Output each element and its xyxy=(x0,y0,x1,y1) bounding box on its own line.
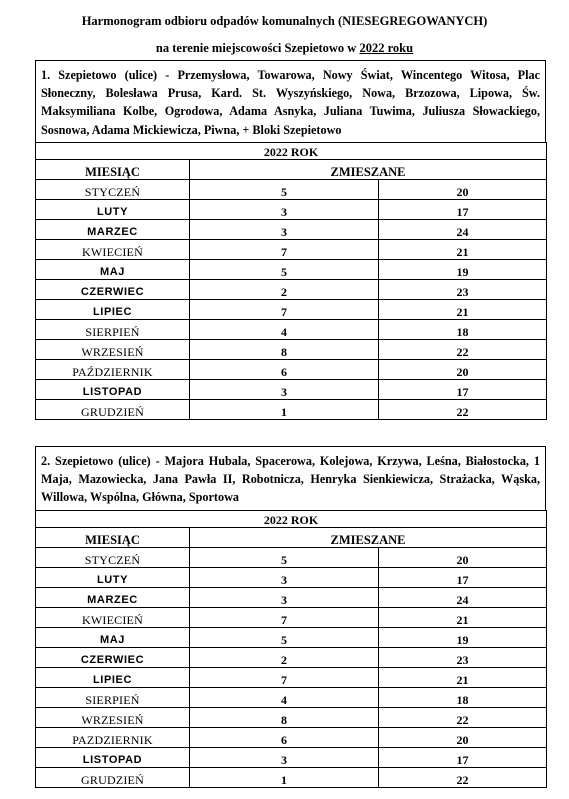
pickup-day-1: 3 xyxy=(190,587,379,607)
table-row xyxy=(36,687,547,707)
pickup-day-1: 5 xyxy=(190,627,379,647)
month-cell: LIPIEC xyxy=(36,299,190,319)
pickup-day-1: 3 xyxy=(190,567,379,587)
document-title: Harmonogram odbioru odpadów komunalnych (NIESEGREGOWANYCH) xyxy=(81,14,488,28)
month-cell: STYCZEŃ xyxy=(36,547,190,567)
subtitle-prefix: na terenie miejscowości Szepietowo w xyxy=(155,41,360,55)
pickup-day-1: 7 xyxy=(190,239,379,259)
subtitle-year: 2022 roku xyxy=(359,41,414,55)
year-label: 2022 ROK xyxy=(36,510,547,527)
street-list: 2. Szepietowo (ulice) - Majora Hubala, Spacerowa, Kolejowa, Krzywa, Leśna, Białostocka, 1 Maja, Mazowiecka, Jana Pawła II, Robotnicza, Henryka Sienkiewicza, Strażacka, Wąska, Willowa, Wspólna, Główna, Sportowa xyxy=(35,446,546,510)
pickup-day-2: 17 xyxy=(379,379,547,399)
month-cell: STYCZEŃ xyxy=(36,179,190,199)
pickup-day-1: 6 xyxy=(190,359,379,379)
month-cell: PAZDZIERNIK xyxy=(36,727,190,747)
table-row xyxy=(36,239,547,259)
pickup-day-2: 17 xyxy=(379,199,547,219)
pickup-day-1: 4 xyxy=(190,319,379,339)
pickup-day-2: 20 xyxy=(379,179,547,199)
schedule-section-2 xyxy=(35,446,546,787)
pickup-day-1: 7 xyxy=(190,607,379,627)
pickup-day-2: 22 xyxy=(379,399,547,419)
pickup-day-2: 24 xyxy=(379,219,547,239)
pickup-day-2: 21 xyxy=(379,667,547,687)
month-cell: PAŹDZIERNIK xyxy=(36,359,190,379)
month-cell: MARZEC xyxy=(36,219,190,239)
pickup-day-1: 8 xyxy=(190,339,379,359)
month-cell: MAJ xyxy=(36,627,190,647)
pickup-day-2: 19 xyxy=(379,627,547,647)
pickup-day-1: 3 xyxy=(190,219,379,239)
table-row xyxy=(36,279,547,299)
table-row xyxy=(36,607,547,627)
table-row xyxy=(36,587,547,607)
table-row xyxy=(36,627,547,647)
pickup-day-1: 8 xyxy=(190,707,379,727)
column-header-mixed: ZMIESZANE xyxy=(190,159,547,179)
table-row xyxy=(36,199,547,219)
pickup-day-1: 3 xyxy=(190,379,379,399)
table-row xyxy=(36,339,547,359)
pickup-day-2: 21 xyxy=(379,239,547,259)
pickup-day-1: 1 xyxy=(190,767,379,787)
month-cell: KWIECIEŃ xyxy=(36,239,190,259)
pickup-day-2: 20 xyxy=(379,547,547,567)
table-row xyxy=(36,259,547,279)
year-row xyxy=(36,510,547,527)
table-row xyxy=(36,727,547,747)
pickup-day-2: 19 xyxy=(379,259,547,279)
table-row xyxy=(36,767,547,787)
table-row xyxy=(36,359,547,379)
pickup-day-1: 2 xyxy=(190,279,379,299)
month-cell: GRUDZIEŃ xyxy=(36,399,190,419)
month-cell: KWIECIEŃ xyxy=(36,607,190,627)
table-row xyxy=(36,179,547,199)
pickup-day-2: 22 xyxy=(379,767,547,787)
month-cell: SIERPIEŃ xyxy=(36,687,190,707)
pickup-day-1: 3 xyxy=(190,747,379,767)
month-cell: WRZESIEŃ xyxy=(36,339,190,359)
table-row xyxy=(36,647,547,667)
pickup-day-1: 5 xyxy=(190,179,379,199)
month-cell: CZERWIEC xyxy=(36,647,190,667)
schedule-table xyxy=(35,510,547,788)
pickup-day-1: 1 xyxy=(190,399,379,419)
month-cell: LIPIEC xyxy=(36,667,190,687)
pickup-day-2: 20 xyxy=(379,359,547,379)
pickup-day-2: 21 xyxy=(379,299,547,319)
table-row xyxy=(36,667,547,687)
pickup-day-1: 7 xyxy=(190,299,379,319)
pickup-day-2: 17 xyxy=(379,567,547,587)
month-cell: CZERWIEC xyxy=(36,279,190,299)
month-cell: LUTY xyxy=(36,199,190,219)
pickup-day-2: 24 xyxy=(379,587,547,607)
month-cell: SIERPIEŃ xyxy=(36,319,190,339)
pickup-day-1: 7 xyxy=(190,667,379,687)
year-row xyxy=(36,142,547,159)
pickup-day-2: 22 xyxy=(379,339,547,359)
column-header-mixed: ZMIESZANE xyxy=(190,527,547,547)
pickup-day-1: 5 xyxy=(190,259,379,279)
table-row xyxy=(36,547,547,567)
month-cell: LISTOPAD xyxy=(36,379,190,399)
table-row xyxy=(36,567,547,587)
table-row xyxy=(36,379,547,399)
month-cell: GRUDZIEŃ xyxy=(36,767,190,787)
month-cell: WRZESIEŃ xyxy=(36,707,190,727)
pickup-day-2: 22 xyxy=(379,707,547,727)
table-row xyxy=(36,319,547,339)
column-header-month: MIESIĄC xyxy=(36,527,190,547)
table-row xyxy=(36,747,547,767)
month-cell: MAJ xyxy=(36,259,190,279)
pickup-day-1: 2 xyxy=(190,647,379,667)
pickup-day-2: 23 xyxy=(379,279,547,299)
column-header-month: MIESIĄC xyxy=(36,159,190,179)
pickup-day-2: 20 xyxy=(379,727,547,747)
year-label: 2022 ROK xyxy=(36,142,547,159)
document-subtitle xyxy=(0,41,569,56)
pickup-day-2: 23 xyxy=(379,647,547,667)
pickup-day-1: 6 xyxy=(190,727,379,747)
pickup-day-1: 5 xyxy=(190,547,379,567)
header-row xyxy=(36,527,547,547)
table-row xyxy=(36,219,547,239)
pickup-day-2: 17 xyxy=(379,747,547,767)
schedule-table xyxy=(35,142,547,420)
month-cell: LUTY xyxy=(36,567,190,587)
pickup-day-2: 18 xyxy=(379,687,547,707)
header-row xyxy=(36,159,547,179)
month-cell: LISTOPAD xyxy=(36,747,190,767)
pickup-day-1: 4 xyxy=(190,687,379,707)
table-row xyxy=(36,299,547,319)
pickup-day-2: 18 xyxy=(379,319,547,339)
table-row xyxy=(36,707,547,727)
table-row xyxy=(36,399,547,419)
pickup-day-2: 21 xyxy=(379,607,547,627)
schedule-section-1 xyxy=(35,60,546,432)
pickup-day-1: 3 xyxy=(190,199,379,219)
street-list: 1. Szepietowo (ulice) - Przemysłowa, Towarowa, Nowy Świat, Wincentego Witosa, Plac Słoneczny, Bolesława Prusa, Kard. St. Wyszyńskiego, Nowa, Brzozowa, Lipowa, Św. Maksymiliana Kolbe, Ogrodowa, Adama Asnyka, Juliana Tuwima, Juliusza Słowackiego, Sosnowa, Adama Mickiewicza, Piwna, + Bloki Szepietowo xyxy=(35,60,546,142)
month-cell: MARZEC xyxy=(36,587,190,607)
